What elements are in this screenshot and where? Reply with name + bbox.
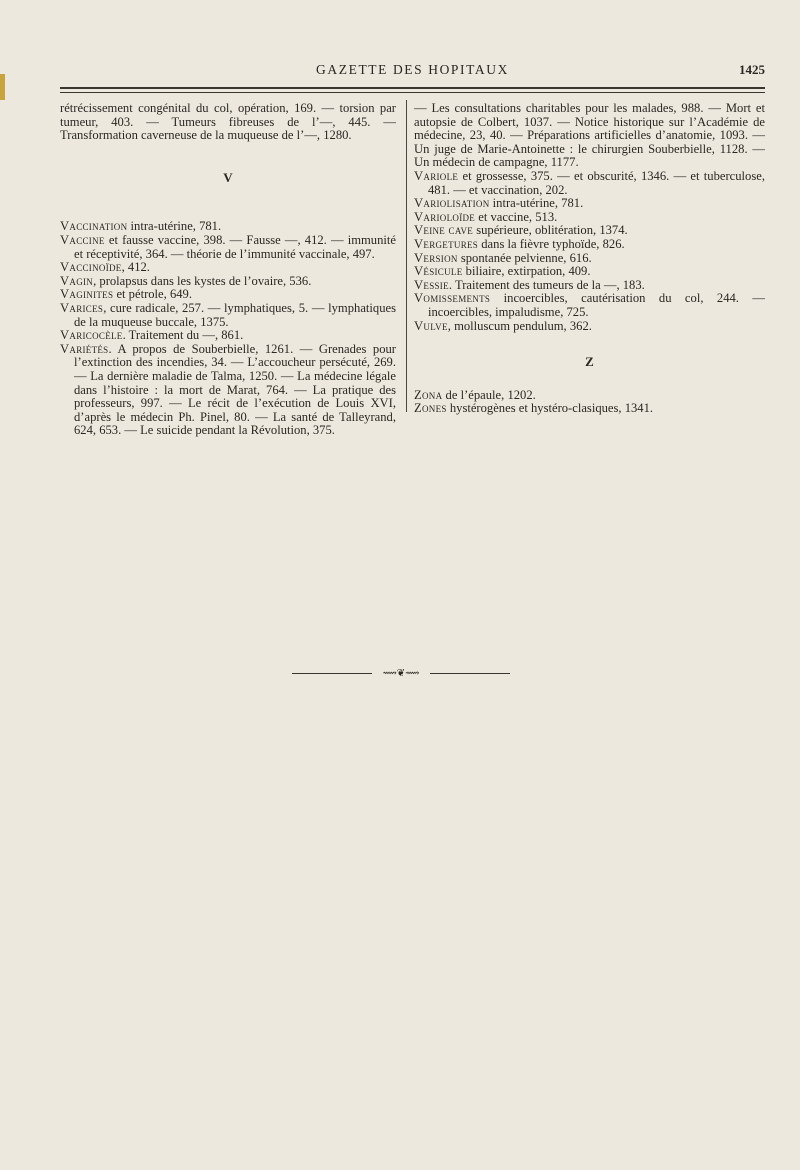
entry-headword: Vergetures [414,236,479,251]
entry-text: intra-utérine, 781. [127,219,222,234]
entry-headword: Varices [60,300,104,315]
index-entry [60,302,396,329]
entry-headword: Vaccination [60,219,128,234]
index-entry [60,288,396,302]
entry-headword: Version [414,250,458,265]
index-entry [60,234,396,261]
index-entry [414,320,765,334]
header-rule-thin [60,92,765,93]
index-entry [414,211,765,225]
entry-headword: Variétés [60,341,109,356]
entry-text: , prolapsus dans les kystes de l’ovaire, 536. [93,273,312,288]
page-number: 1425 [739,62,765,77]
continued-entry: rétrécissement congénital du col, opération, 169. — torsion par tumeur, 403. — Tumeurs fibreuses de l’—, 445. — Transformation caverneuse de la muqueuse de l’—, 1280. [60,101,396,143]
index-entry [414,265,765,279]
index-entry [60,220,396,234]
index-entry [414,292,765,319]
entry-text: incoercibles, cautérisation du col, 244. — incoercibles, impaludisme, 725. [428,291,765,319]
entry-headword: Zones [414,401,447,416]
index-entry [414,197,765,211]
entry-headword: Veine cave [414,223,474,238]
entry-text: , molluscum pendulum, 362. [447,318,592,333]
entry-headword: Vaccinoïde [60,260,122,275]
entry-text: . Traitement des tumeurs de la —, 183. [448,277,645,292]
margin-tab [0,74,5,100]
left-column [60,102,396,438]
header-rule-thick [60,87,765,89]
entry-headword: Variole [414,168,459,183]
entry-text: . Traitement du —, 861. [122,328,244,343]
entry-text: spontanée pelvienne, 616. [457,250,592,265]
index-entry [414,238,765,252]
entry-text: hystérogènes et hystéro-clasiques, 1341. [446,401,654,416]
entry-headword: Variolisation [414,196,490,211]
entry-headword: Vessie [414,277,449,292]
entry-text: et vaccine, 513. [475,209,558,224]
continued-entry: — Les consultations charitables pour les malades, 988. — Mort et autopsie de Colbert, 1037. — Notice historique sur l’Académie de médecine, 23, 40. — Préparations artificielles d’anatomie, 1093. — Un juge de Marie-Antoinette : le chirurgien Souberbielle, 1128. — Un médecin de campagne, 1177. [414,101,765,170]
entry-text: intra-utérine, 781. [489,196,584,211]
journal-title: GAZETTE DES HOPITAUX [316,62,509,77]
index-entry [414,402,765,416]
entry-text: de l’épaule, 1202. [442,387,536,402]
entry-text: et grossesse, 375. — et obscurité, 1346. — et tuberculose, 481. — et vaccination, 202. [428,168,765,197]
entry-headword: Vaccine [60,232,105,247]
entry-headword: Vomissements [414,291,491,306]
entry-text: . A propos de Souberbielle, 1261. — Grenades pour l’extinction des incendies, 34. — L’accoucheur persécuté, 269. — La dernière maladie de Talma, 1250. — La médecine légale dans l’histoire : la mort de Marat, 764. — La pratique des professeurs, 997. — Le récit de l’exécution de Louis XVI, d’après le médecin Ph. Pinel, 80. — La santé de Talleyrand, 624, 653. — Le suicide pendant la Révolution, 375. [74,341,396,438]
running-header [60,62,765,84]
entry-headword: Vaginites [60,287,114,302]
entry-headword: Varicocèle [60,328,123,343]
ornament-rule-left [292,673,372,674]
entry-text: dans la fièvre typhoïde, 826. [478,236,625,251]
entry-text: et fausse vaccine, 398. — Fausse —, 412. — immunité et réceptivité, 364. — théorie de l’immunité vaccinale, 497. [74,232,396,261]
section-letter-z: Z [585,354,594,370]
entry-headword: Vésicule [414,264,463,279]
entry-headword: Varioloïde [414,209,476,224]
end-ornament [292,668,510,680]
index-entry [60,343,396,438]
entry-headword: Zona [414,387,443,402]
entry-text: supérieure, oblitération, 1374. [473,223,628,238]
ornament-rule-right [430,673,510,674]
column-divider [406,100,407,412]
index-entry [414,252,765,266]
entry-text: , 412. [121,260,150,275]
index-entry [60,329,396,343]
entry-text: biliaire, extirpation, 409. [462,264,591,279]
ornament-fleuron-icon: ⟿❦⟿ [382,668,420,679]
entry-headword: Vulve [414,318,448,333]
index-entry [60,261,396,275]
entry-headword: Vagin [60,273,94,288]
entry-text: , cure radicale, 257. — lymphatiques, 5. — lymphatiques de la muqueuse buccale, 1375. [74,300,396,329]
index-entry [60,275,396,289]
index-entry [414,389,765,403]
index-entry [414,224,765,238]
right-column [414,102,765,416]
index-entry [414,170,765,197]
index-entry [414,279,765,293]
entry-text: et pétrole, 649. [113,287,192,302]
section-letter-v: V [223,169,233,185]
